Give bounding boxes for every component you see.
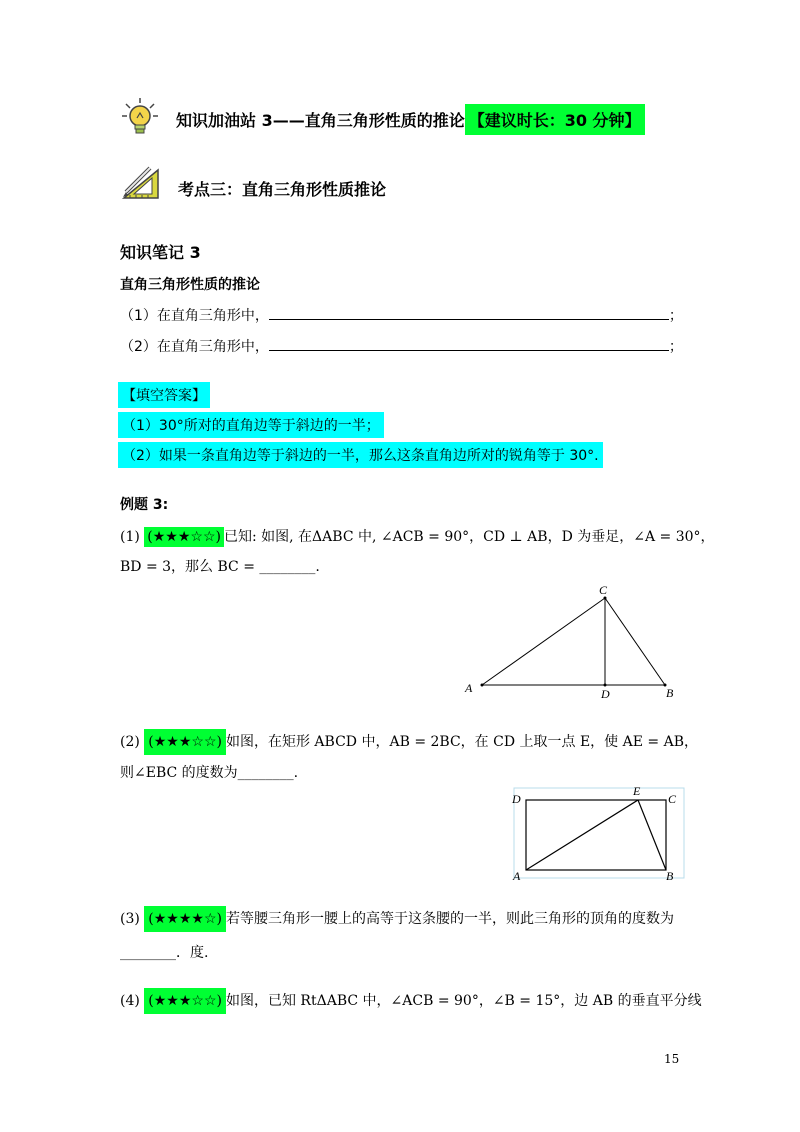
problem-3-text-2: ________．度.: [120, 945, 209, 961]
figure-2-rectangle: [508, 783, 688, 883]
figure-1-triangle: [460, 580, 690, 705]
answer-1: （1）30°所对的直角边等于斜边的一半；: [118, 412, 384, 438]
figure-2-label-c: C: [668, 792, 677, 806]
notes-item-2-suffix: ；: [668, 339, 683, 355]
notes-title: 知识笔记 3: [120, 243, 201, 262]
problem-2-text-1: 如图，在矩形 ABCD 中，AB = 2BC，在 CD 上取一点 E，使 AE = AB，: [225, 734, 698, 750]
notes-item-2: [120, 336, 683, 356]
problem-3-number: (3): [120, 911, 140, 927]
notes-item-1-suffix: ；: [668, 308, 683, 324]
figure-1-label-d: D: [601, 687, 610, 701]
problem-3-line-1: [120, 908, 674, 928]
problem-2-line-1: [120, 731, 698, 751]
notes-item-2-blank: [269, 338, 669, 351]
problem-1-number: (1): [120, 529, 140, 545]
section-title-row: [176, 104, 645, 135]
problem-1-line-1: [120, 526, 715, 546]
answer-2: （2）如果一条直角边等于斜边的一半，那么这条直角边所对的锐角等于 30°.: [118, 442, 603, 468]
notes-item-2-prefix: （2）在直角三角形中，: [120, 339, 269, 355]
problem-4-number: (4): [120, 993, 140, 1009]
problem-2-number: (2): [120, 734, 140, 750]
figure-1-label-a: A: [465, 681, 473, 695]
page-number: 15: [664, 1052, 680, 1066]
problem-4-line-1: [120, 990, 702, 1010]
problem-1-text-2: BD = 3，那么 BC = ________.: [120, 559, 320, 575]
figure-2-label-e: E: [633, 784, 641, 798]
notes-subtitle: 直角三角形性质的推论: [120, 277, 260, 293]
problem-3-stars: (★★★★☆): [144, 906, 226, 932]
problem-1-stars: (★★★☆☆): [144, 527, 224, 547]
notes-item-1-blank: [269, 307, 669, 320]
figure-1-label-c: C: [599, 583, 608, 597]
problem-2-text-2: 则∠EBC 的度数为________.: [120, 765, 299, 781]
figure-2-label-a: A: [513, 869, 521, 883]
section-title: 知识加油站 3——直角三角形性质的推论: [176, 111, 465, 130]
problem-3-text-1: 若等腰三角形一腰上的高等于这条腰的一半，则此三角形的顶角的度数为: [225, 911, 674, 927]
problem-4-text-1: 如图，已知 RtΔABC 中，∠ACB = 90°，∠B = 15°，边 AB 的垂直平分线: [225, 993, 702, 1009]
figure-2-label-d: D: [512, 792, 521, 806]
example-title: 例题 3:: [120, 497, 169, 513]
time-note-badge: 【建议时长：30 分钟】: [465, 104, 645, 135]
problem-2-stars: (★★★☆☆): [144, 729, 226, 755]
figure-1-label-b: B: [666, 686, 674, 700]
ruler-pencil-icon: [120, 162, 162, 202]
figure-2-label-b: B: [666, 869, 674, 883]
notes-item-1-prefix: （1）在直角三角形中，: [120, 308, 269, 324]
problem-1-text-1: 已知: 如图, 在ΔABC 中, ∠ACB = 90°，CD ⊥ AB，D 为垂足，∠A = 30°，: [223, 529, 715, 545]
answers-label: 【填空答案】: [118, 382, 210, 408]
lightbulb-icon: [120, 96, 160, 136]
problem-4-stars: (★★★☆☆): [144, 988, 226, 1014]
sub-heading-title: 考点三：直角三角形性质推论: [178, 180, 387, 199]
notes-item-1: [120, 305, 683, 325]
